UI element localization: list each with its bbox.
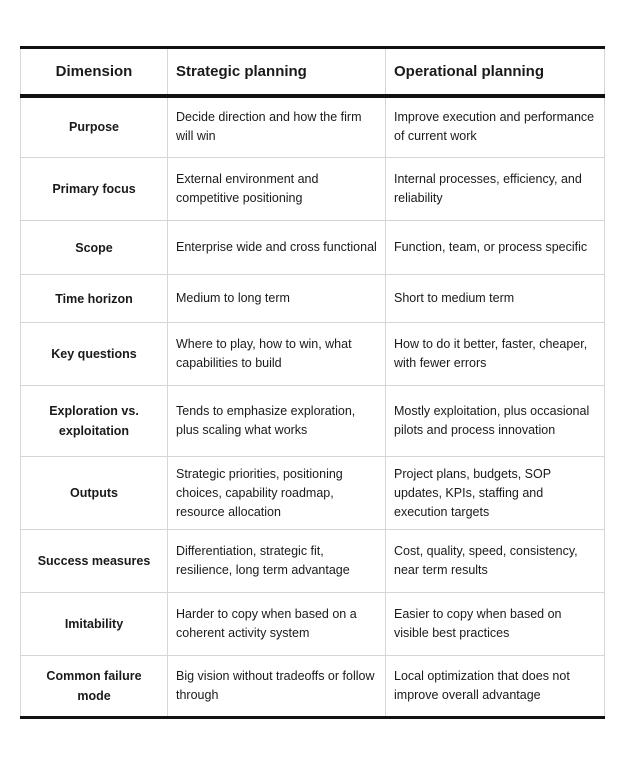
row-dimension-label: Primary focus [21,158,168,221]
row-dimension-label: Outputs [21,457,168,530]
operational-cell: Mostly exploitation, plus occasional pilots and process innovation [386,386,605,457]
header-operational-planning: Operational planning [386,48,605,96]
row-dimension-label: Scope [21,221,168,275]
operational-cell: Short to medium term [386,275,605,323]
table-row [21,275,605,323]
table-row [21,530,605,593]
row-dimension-label: Exploration vs. exploitation [21,386,168,457]
operational-cell: Local optimization that does not improve overall advantage [386,656,605,718]
strategic-cell: Decide direction and how the firm will win [168,96,386,158]
strategic-cell: Big vision without tradeoffs or follow through [168,656,386,718]
strategic-cell: External environment and competitive positioning [168,158,386,221]
table-row [21,323,605,386]
table-row [21,158,605,221]
table-row [21,656,605,718]
operational-cell: Cost, quality, speed, consistency, near term results [386,530,605,593]
comparison-table-container [20,46,604,719]
row-dimension-label: Imitability [21,593,168,656]
operational-cell: Improve execution and performance of current work [386,96,605,158]
strategic-cell: Medium to long term [168,275,386,323]
table-row [21,457,605,530]
row-dimension-label: Time horizon [21,275,168,323]
operational-cell: Internal processes, efficiency, and reliability [386,158,605,221]
strategic-cell: Enterprise wide and cross functional [168,221,386,275]
strategic-cell: Differentiation, strategic fit, resilience, long term advantage [168,530,386,593]
row-dimension-label: Common failure mode [21,656,168,718]
strategic-cell: Tends to emphasize exploration, plus scaling what works [168,386,386,457]
strategic-cell: Strategic priorities, positioning choices, capability roadmap, resource allocation [168,457,386,530]
row-dimension-label: Key questions [21,323,168,386]
table-body [21,96,605,718]
row-dimension-label: Purpose [21,96,168,158]
table-row [21,221,605,275]
table-row [21,96,605,158]
strategic-cell: Where to play, how to win, what capabilities to build [168,323,386,386]
strategic-cell: Harder to copy when based on a coherent activity system [168,593,386,656]
table-row [21,593,605,656]
comparison-table [20,46,605,719]
header-row [21,48,605,96]
operational-cell: Function, team, or process specific [386,221,605,275]
operational-cell: Easier to copy when based on visible best practices [386,593,605,656]
row-dimension-label: Success measures [21,530,168,593]
table-row [21,386,605,457]
operational-cell: Project plans, budgets, SOP updates, KPIs, staffing and execution targets [386,457,605,530]
header-dimension: Dimension [21,48,168,96]
operational-cell: How to do it better, faster, cheaper, with fewer errors [386,323,605,386]
header-strategic-planning: Strategic planning [168,48,386,96]
table-header [21,48,605,96]
